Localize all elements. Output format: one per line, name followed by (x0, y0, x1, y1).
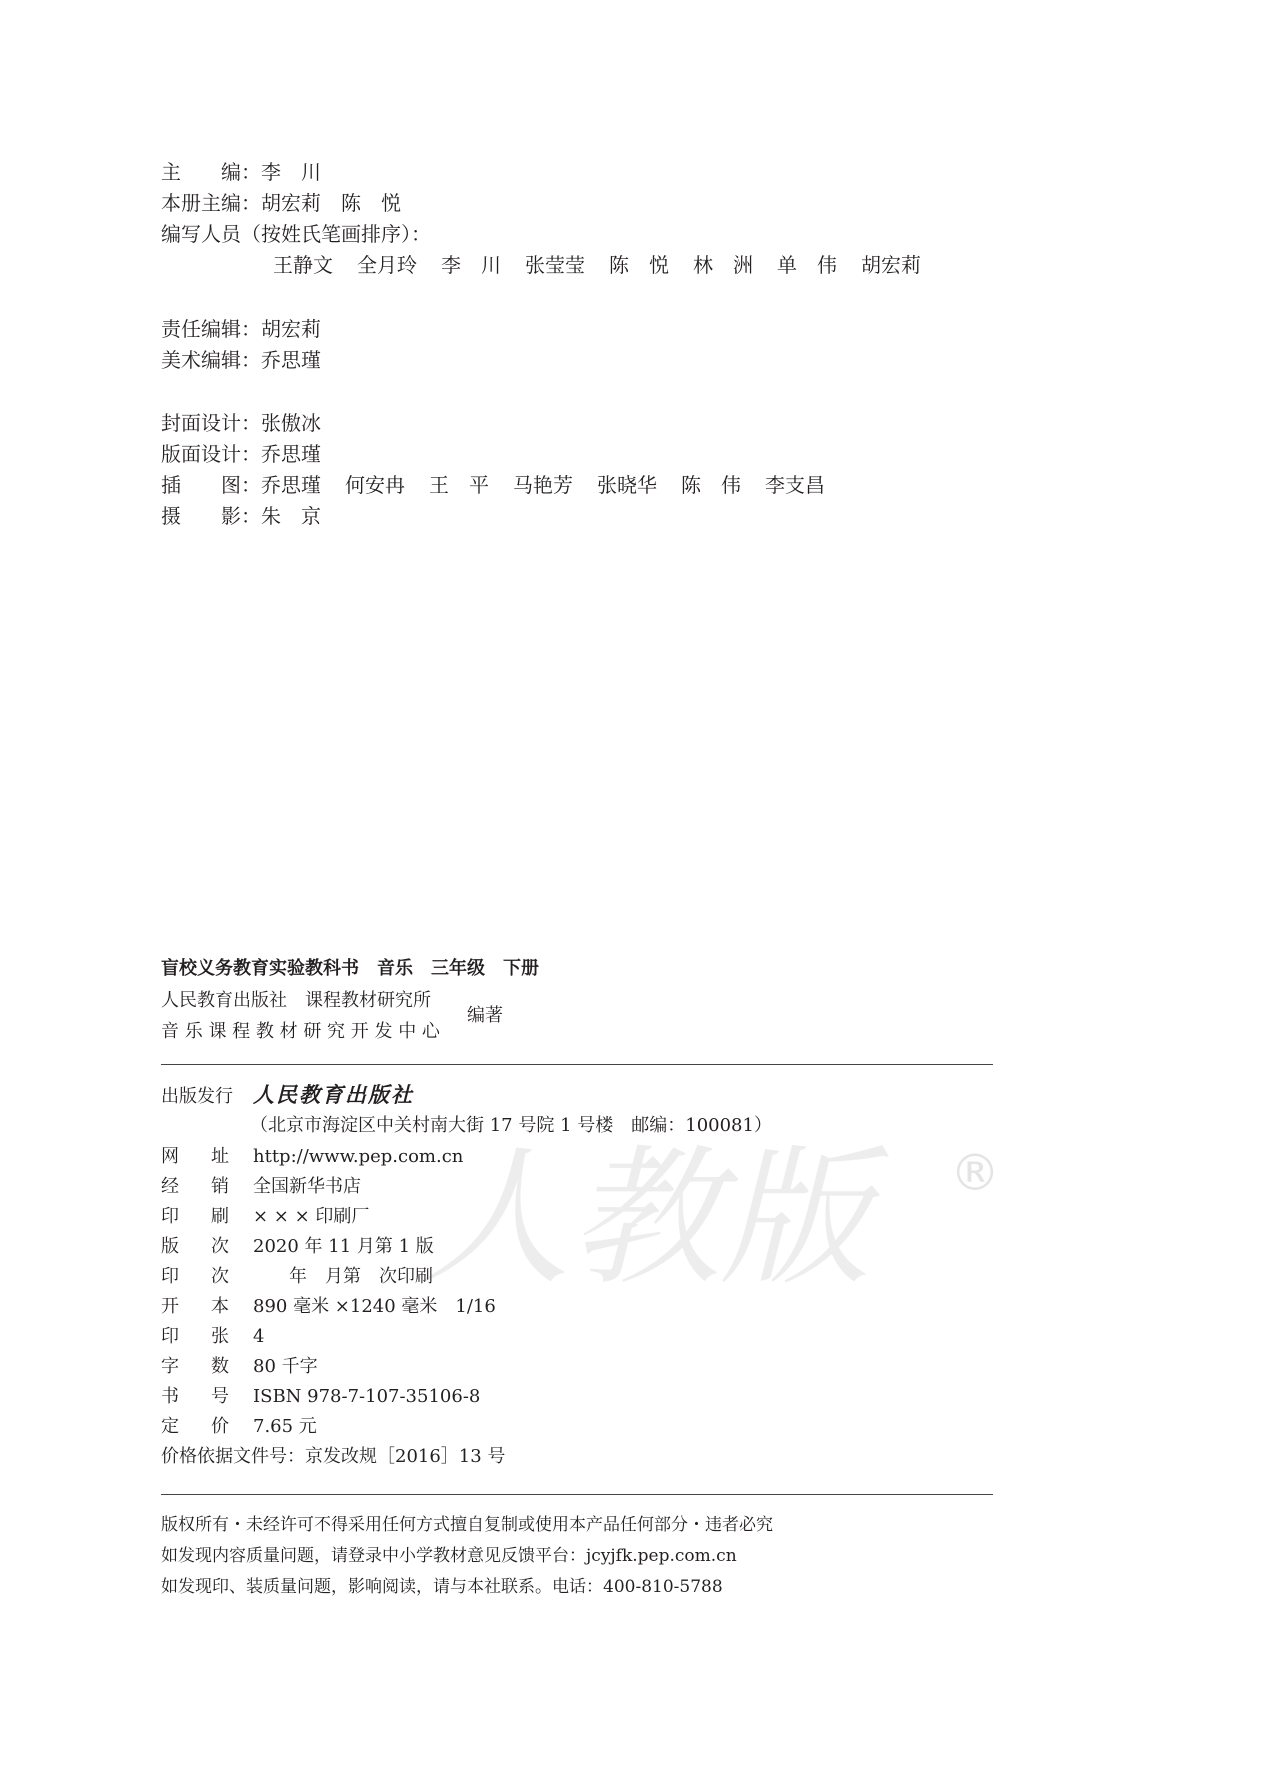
art-editor-label: 美术编辑： (161, 348, 261, 372)
responsible-editor-value: 胡宏莉 (261, 317, 321, 341)
detail-value: 年 月第 次印刷 (253, 1266, 433, 1287)
writer-name: 张莹莹 (525, 253, 585, 277)
publisher-name: 人民教育出版社 (253, 1082, 414, 1107)
detail-value: 全国新华书店 (253, 1176, 361, 1197)
art-editor-value: 乔思瑾 (261, 348, 321, 372)
detail-key-char: 书 (161, 1386, 179, 1407)
content-feedback-notice: 如发现内容质量问题，请登录中小学教材意见反馈平台：jcyjfk.pep.com.cn (161, 1546, 737, 1566)
writer-name: 林 洲 (693, 253, 753, 277)
detail-value: 7.65 元 (253, 1416, 317, 1437)
detail-key-char: 价 (211, 1416, 229, 1437)
detail-key-char: 次 (211, 1236, 229, 1257)
chief-editor-value: 李 川 (261, 160, 321, 184)
detail-value: 80 千字 (253, 1356, 318, 1377)
detail-key-char: 经 (161, 1176, 179, 1197)
print-feedback-notice: 如发现印、装质量问题，影响阅读，请与本社联系。电话：400-810-5788 (161, 1577, 723, 1597)
detail-key-char: 印 (161, 1206, 179, 1227)
layout-design-line (161, 439, 321, 469)
detail-key-char: 字 (161, 1356, 179, 1377)
detail-value: 890 毫米 ×1240 毫米 1/16 (253, 1296, 496, 1317)
book-title: 盲校义务教育实验教科书 音乐 三年级 下册 (161, 958, 539, 979)
art-editor-line (161, 345, 321, 375)
illustrator-name: 马艳芳 (513, 473, 573, 497)
detail-value: 4 (253, 1326, 265, 1347)
chief-editor-label: 主 编： (161, 160, 261, 184)
compiler-line-2: 音 乐 课 程 教 材 研 究 开 发 中 心 (161, 1021, 440, 1042)
detail-key-char: 网 (161, 1146, 179, 1167)
watermark-text: 人教版 (420, 1132, 871, 1306)
writer-name: 胡宏莉 (861, 253, 921, 277)
detail-row (161, 1202, 369, 1232)
divider-top (161, 1064, 993, 1065)
detail-row (161, 1172, 361, 1202)
writer-name: 单 伟 (777, 253, 837, 277)
layout-design-value: 乔思瑾 (261, 442, 321, 466)
photography-label: 摄 影： (161, 504, 261, 528)
detail-row (161, 1412, 317, 1442)
responsible-editor-label: 责任编辑： (161, 317, 261, 341)
copyright-notice: 版权所有・未经许可不得采用任何方式擅自复制或使用本产品任何部分・违者必究 (161, 1515, 773, 1535)
price-basis: 价格依据文件号：京发改规［2016］13 号 (161, 1446, 506, 1467)
detail-row (161, 1382, 480, 1412)
cover-design-value: 张傲冰 (261, 411, 321, 435)
chief-editor-line (161, 157, 321, 187)
watermark-logo (410, 1120, 1010, 1320)
illustrator-name: 李支昌 (765, 473, 825, 497)
volume-editor-line (161, 188, 401, 218)
illustration-label: 插 图： (161, 473, 261, 497)
compiler-line-1: 人民教育出版社 课程教材研究所 (161, 990, 431, 1011)
detail-key-char: 张 (211, 1326, 229, 1347)
divider-bottom (161, 1494, 993, 1495)
detail-key-char: 次 (211, 1266, 229, 1287)
publisher-address: （北京市海淀区中关村南大街 17 号院 1 号楼 邮编：100081） (250, 1115, 772, 1136)
cover-design-label: 封面设计： (161, 411, 261, 435)
detail-key-char: 号 (211, 1386, 229, 1407)
detail-key-char: 定 (161, 1416, 179, 1437)
writer-name: 陈 悦 (609, 253, 669, 277)
detail-row (161, 1262, 433, 1292)
detail-row (161, 1142, 463, 1172)
photography-value: 朱 京 (261, 504, 321, 528)
volume-editor-label: 本册主编： (161, 191, 261, 215)
layout-design-label: 版面设计： (161, 442, 261, 466)
detail-row (161, 1322, 264, 1352)
responsible-editor-line (161, 314, 321, 344)
illustrator-name: 何安冉 (345, 473, 405, 497)
writer-name: 李 川 (441, 253, 501, 277)
detail-value: 2020 年 11 月第 1 版 (253, 1236, 434, 1257)
illustrator-name: 张晓华 (597, 473, 657, 497)
writers-label: 编写人员（按姓氏笔画排序）： (161, 222, 431, 246)
detail-key-char: 开 (161, 1296, 179, 1317)
illustrator-name: 乔思瑾 (261, 473, 321, 497)
detail-key-char: 印 (161, 1326, 179, 1347)
detail-row (161, 1232, 434, 1262)
writer-name: 王静文 (273, 253, 333, 277)
detail-key-char: 址 (211, 1146, 229, 1167)
detail-key-char: 刷 (211, 1206, 229, 1227)
detail-value: × × × 印刷厂 (253, 1206, 370, 1227)
detail-key-char: 本 (211, 1296, 229, 1317)
detail-key-char: 印 (161, 1266, 179, 1287)
detail-value: http://www.pep.com.cn (253, 1146, 464, 1167)
detail-key-char: 数 (211, 1356, 229, 1377)
writer-name: 全月玲 (357, 253, 417, 277)
detail-key-char: 版 (161, 1236, 179, 1257)
detail-value: ISBN 978-7-107-35106-8 (253, 1386, 481, 1407)
publisher-row (161, 1080, 414, 1112)
publisher-label: 出版发行 (161, 1086, 233, 1107)
volume-editor-value: 胡宏莉 陈 悦 (261, 191, 401, 215)
illustrators-line (161, 470, 825, 500)
watermark-registered-mark: ® (950, 1144, 1000, 1202)
detail-key-char: 销 (211, 1176, 229, 1197)
illustrator-name: 陈 伟 (681, 473, 741, 497)
detail-row (161, 1352, 318, 1382)
cover-design-line (161, 408, 321, 438)
writers-list (273, 250, 921, 280)
detail-row (161, 1292, 496, 1322)
compiler-role: 编著 (467, 1005, 503, 1026)
illustrator-name: 王 平 (429, 473, 489, 497)
photography-line (161, 501, 321, 531)
